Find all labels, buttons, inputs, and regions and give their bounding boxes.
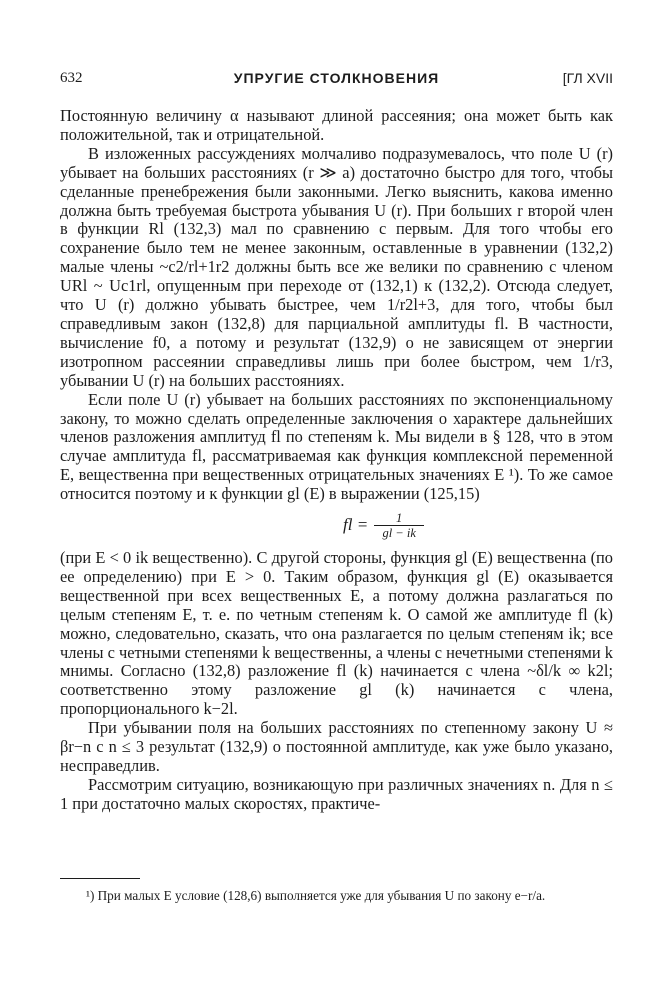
footnote-text: ¹) При малых E условие (128,6) выполняется уже для убывания U по закону e−r/a. (86, 888, 546, 903)
main-text (60, 107, 613, 814)
paragraph-3: Если поле U (r) убывает на больших расстояниях по экспоненциальному закону, то можно сделать определенные заключения о характере дальнейших членов разложения амплитуд fl по степеням k. Мы видели в § 128, что в этом случае амплитуда fl, рассматриваемая как функция комплексной переменной E, вещественна при вещественных отрицательных значениях E ¹). То же самое относится поэтому и к функции gl (E) в выражении (125,15) (60, 389, 613, 504)
paragraph-4: (при E < 0 ik вещественно). С другой стороны, функция gl (E) вещественна (по ее определению) при E > 0. Таким образом, функция gl (E) оказывается вещественной при всех вещественных E, а потому должна разлагаться по целым степеням E, т. е. по четным степеням k. О самой же амплитуде fl (k) можно, следовательно, сказать, что она разлагается по целым степеням ik; все члены с четными степенями k вещественны, а члены с нечетными степенями k мнимы. Согласно (132,8) разложение fl (k) начинается с члена ~δl/k ∞ k2l; соответственно этому разложение gl (k) начинается с члена, пропорционального k−2l. (60, 548, 613, 719)
page-header (60, 70, 613, 94)
formula-numerator: 1 (396, 511, 403, 526)
formula-lhs: fl = (343, 515, 369, 535)
footnote-rule (60, 878, 140, 879)
paragraph-1: Постоянную величину α называют длиной рассеяния; она может быть как положительной, так и отрицательной. (60, 106, 613, 144)
amplitude-formula (343, 511, 424, 540)
formula-block (60, 505, 613, 547)
page-number: 632 (60, 70, 83, 86)
paragraph-5: При убывании поля на больших расстояниях по степенному закону U ≈ βr−n с n ≤ 3 результат (132,9) о постоянной амплитуде, как уже было указано, несправедлив. (60, 718, 613, 775)
footnote (60, 887, 613, 904)
formula-denominator: gl − ik (382, 526, 416, 541)
paragraph-2: В изложенных рассуждениях молчаливо подразумевалось, что поле U (r) убывает на больших расстояниях (r ≫ a) достаточно быстро для того, чтобы сделанные пренебрежения были законными. Легко выяснить, какова именно должна быть требуемая быстрота убывания U (r). При больших r второй член в функции Rl (132,3) мал по сравнению с первым. Для того чтобы его сохранение было тем не менее законным, оставленные в уравнении (132,2) малые члены ~c2/rl+1r2 должны быть все же велики по сравнению с членом URl ~ Uc1rl, опущенным при переходе от (132,1) к (132,2). Отсюда следует, что U (r) должно убывать быстрее, чем 1/r2l+3, для того, чтобы был справедливым закон (132,8) для парциальной амплитуды fl. В частности, вычисление f0, а потому и результат (132,9) о не зависящем от энергии изотропном рассеянии справедливы лишь при более быстром, чем 1/r3, убывании U (r) на больших расстояниях. (60, 143, 613, 390)
paragraph-6: Рассмотрим ситуацию, возникающую при различных значениях n. Для n ≤ 1 при достаточно малых скоростях, практиче- (60, 774, 613, 813)
running-title: УПРУГИЕ СТОЛКНОВЕНИЯ (233, 70, 440, 86)
chapter-label: [ГЛ XVII (562, 70, 613, 86)
